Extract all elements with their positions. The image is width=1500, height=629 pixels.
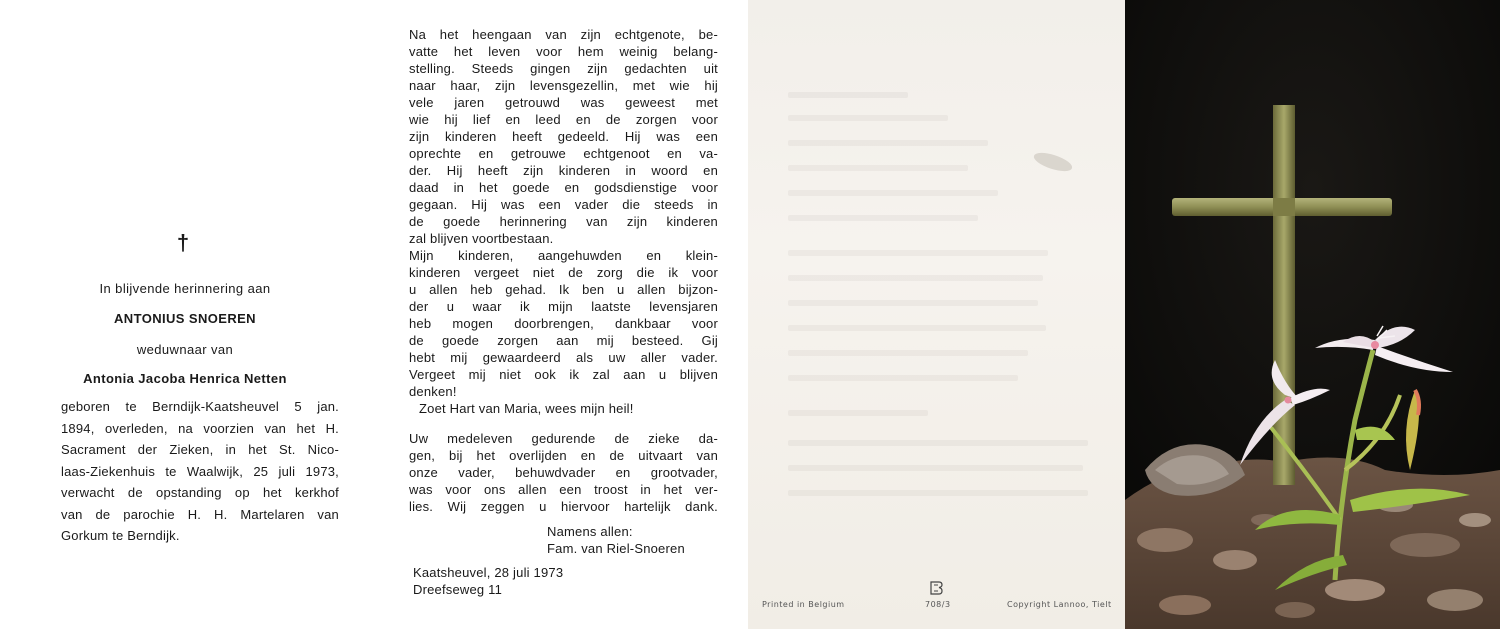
text-line: der u waar ik mijn laatste levensjaren [409,299,718,314]
bleed-through [788,115,948,121]
bleed-through [788,300,1038,306]
paragraph-thanks [409,430,718,515]
bleed-through [788,92,908,98]
bleed-through [788,275,1043,281]
address: Dreefseweg 11 [413,582,503,597]
bio-line: van de parochie H. H. Martelaren van [61,506,339,522]
text-line: Vergeet mij niet ook ik zal aan u blijven [409,367,718,382]
text-line: Na het heengaan van zijn echtgenote, be- [409,27,718,42]
text-line: hebt mij gewaardeerd als uw aller vader. [409,350,718,365]
text-line: zijn kinderen heeft gedeeld. Hij was een [409,129,718,144]
bio-line: Gorkum te Berndijk. [61,528,180,543]
text-line: zal blijven voortbestaan. [409,231,554,246]
bleed-through [788,325,1046,331]
memorial-front-panel [0,0,375,629]
bleed-through [788,375,1018,381]
bleed-through [788,250,1048,256]
bleed-through [788,410,928,416]
place-date: Kaatsheuvel, 28 juli 1973 [413,565,564,580]
text-line: u allen heb gehad. Ik ben u allen bijzon- [409,282,718,297]
text-line: lies. Wij zeggen u hiervoor hartelijk dank. [409,499,718,514]
memorial-text-panel [375,0,748,629]
text-line: der. Hij heeft zijn kinderen in woord en [409,163,718,178]
text-line: daad in het goede en godsdienstige voor [409,180,718,195]
text-line: vatte het leven voor hem weinig belang- [409,44,718,59]
text-line: denken! [409,384,457,399]
card-back-panel [748,0,1125,629]
text-line: naar haar, zijn levensgezellin, met wie hij [409,78,718,93]
text-line: Uw medeleven gedurende de zieke da- [409,431,718,446]
family-name: Fam. van Riel-Snoeren [547,541,685,556]
bleed-through [788,165,968,171]
text-line: was voor ons allen een troost in het ver- [409,482,718,497]
paper-smudge [1032,149,1074,175]
text-line: onze vader, behuwdvader en grootvader, [409,465,718,480]
bio-line: geboren te Berndijk-Kaatsheuvel 5 jan. [61,399,339,414]
cross-icon: † [176,230,190,255]
bio-line: 1894, overleden, na voorzien van het H. [61,420,339,436]
text-line: gen, bij het overlijden en de uitvaart van [409,448,718,463]
copyright-label: Copyright Lannoo, Tielt [1007,600,1112,609]
text-line: vele jaren getrouwd was geweest met [409,95,718,110]
text-line: stelling. Steeds gingen zijn gedachten uit [409,61,718,76]
prayer-line: Zoet Hart van Maria, wees mijn heil! [419,401,634,416]
cross-and-flower-photo [1125,0,1500,629]
biography [61,396,339,547]
bio-line: verwacht de opstanding op het kerkhof [61,485,339,500]
widower-text: weduwnaar van [136,342,234,357]
bleed-through [788,140,988,146]
bio-line: laas-Ziekenhuis te Waalwijk, 25 juli 1973, [61,463,339,479]
intro-text: In blijvende herinnering aan [99,281,271,296]
text-line: heb mogen doorbrengen, dankbaar voor [409,316,718,331]
bleed-through [788,190,998,196]
text-line: wie hij lief en leed en de zorgen voor [409,112,718,127]
text-line: de goede herinnering van zijn kinderen [409,214,718,229]
spouse-name: Antonia Jacoba Henrica Netten [83,371,287,386]
sign-off: Namens allen: [547,524,633,539]
bleed-through [788,465,1083,471]
bleed-through [788,490,1088,496]
text-line: oprechte en getrouwe echtgenoot en va- [409,146,718,161]
text-line: kinderen vergeet niet de zorg die ik voor [409,265,718,280]
publisher-logo-icon [928,580,944,596]
bleed-through [788,215,978,221]
bleed-through [788,350,1028,356]
print-code: 708/3 [925,600,951,609]
paragraph-widowhood [409,26,718,417]
deceased-name: ANTONIUS SNOEREN [114,311,256,326]
text-line: de goede zorgen aan mij besteed. Gij [409,333,718,348]
photo-panel [1125,0,1500,629]
bleed-through [788,440,1088,446]
text-line: Mijn kinderen, aangehuwden en klein- [409,248,718,263]
printed-in-label: Printed in Belgium [762,600,845,609]
text-line: gegaan. Hij was een vader die steeds in [409,197,718,212]
bio-line: Sacrament der Zieken, in het St. Nico- [61,442,339,457]
